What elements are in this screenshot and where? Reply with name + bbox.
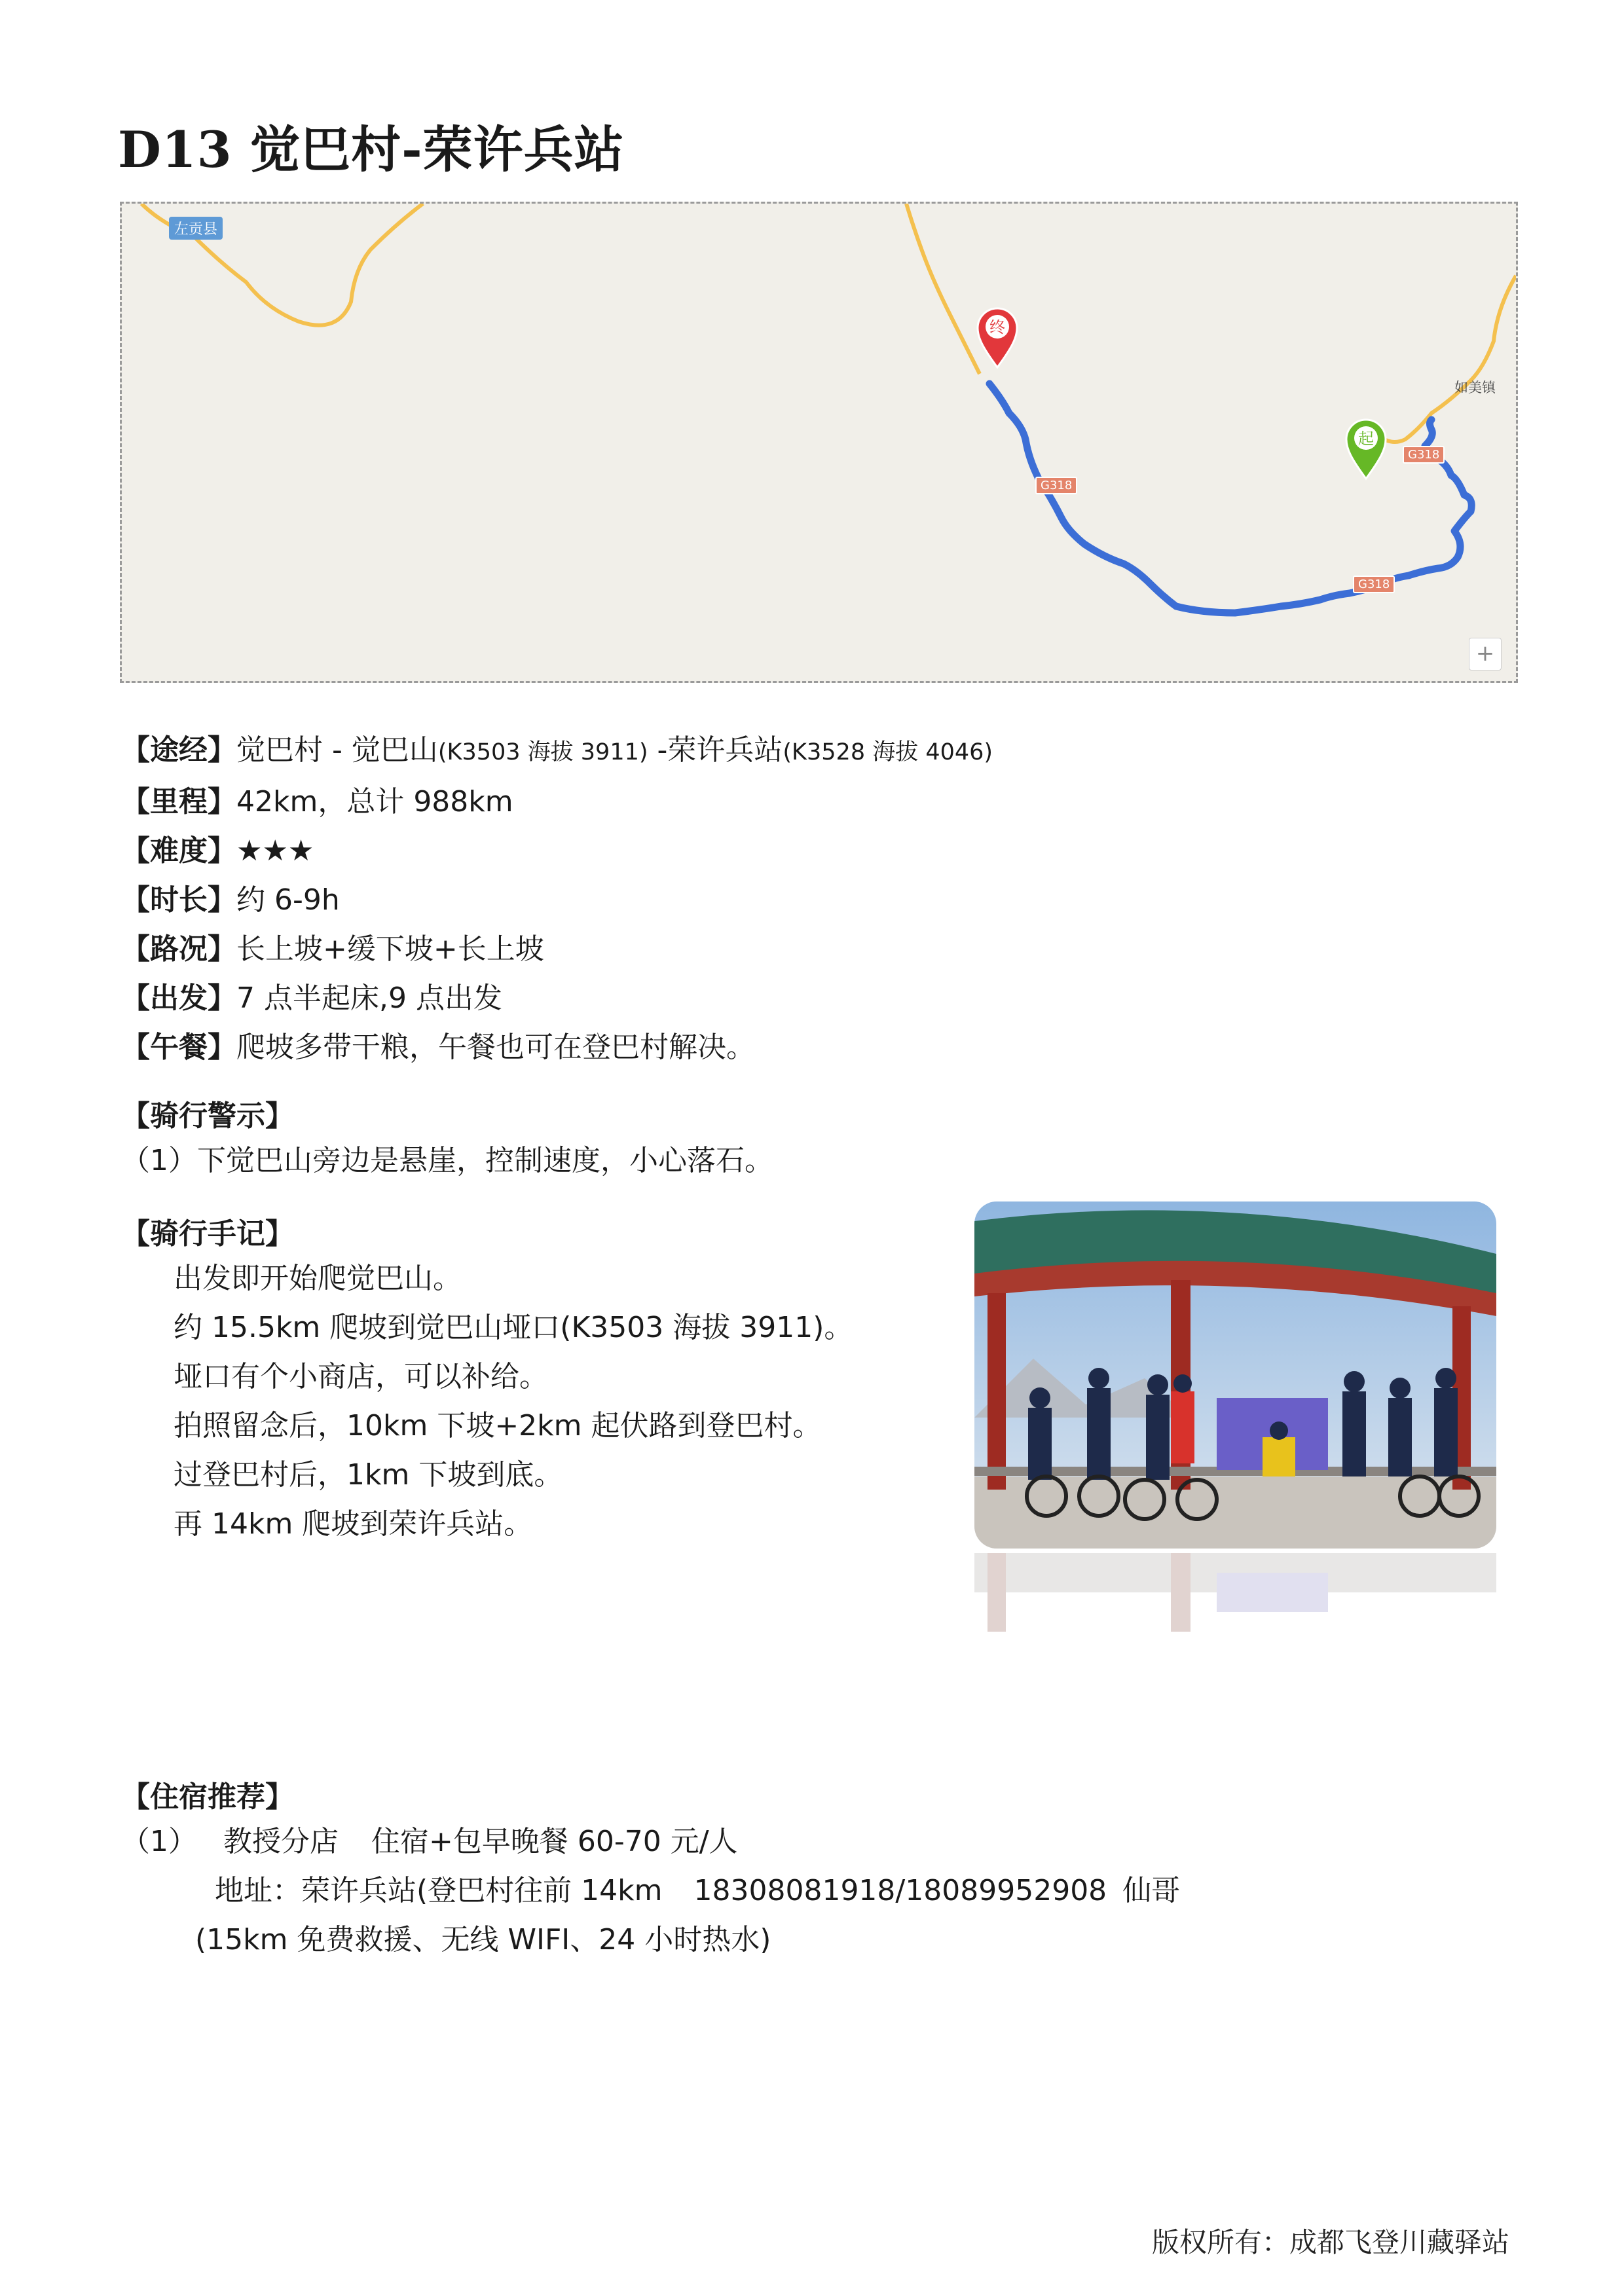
photo-reflection bbox=[974, 1553, 1496, 1651]
notes-line: 约 15.5km 爬坡到觉巴山垭口(K3503 海拔 3911)。 bbox=[174, 1311, 853, 1344]
map-label-town: 如美镇 bbox=[1454, 380, 1496, 395]
lodging-extras: (15km 免费救援、无线 WIFI、24 小时热水) bbox=[195, 1923, 771, 1956]
road-badge: G318 bbox=[1035, 477, 1077, 494]
map-label-county: 左贡县 bbox=[169, 217, 223, 240]
info-difficulty: 【难度】★★★ bbox=[121, 834, 314, 868]
notes-line: 垭口有个小商店，可以补给。 bbox=[174, 1360, 548, 1393]
group-photo bbox=[974, 1201, 1496, 1549]
road-right bbox=[1379, 276, 1516, 442]
info-lunch: 【午餐】爬坡多带干粮，午餐也可在登巴村解决。 bbox=[121, 1031, 755, 1064]
warning-item: （1）下觉巴山旁边是悬崖，控制速度，小心落石。 bbox=[121, 1144, 773, 1177]
lodging-index: （1） bbox=[121, 1825, 197, 1858]
info-depart: 【出发】7 点半起床,9 点出发 bbox=[121, 981, 502, 1015]
notes-line: 出发即开始爬觉巴山。 bbox=[174, 1262, 462, 1295]
lodging-phones[interactable]: 18308081918/18089952908 bbox=[693, 1874, 1107, 1907]
lodging-price: 住宿+包早晚餐 60-70 元/人 bbox=[371, 1825, 738, 1858]
notes-line: 过登巴村后，1km 下坡到底。 bbox=[174, 1458, 563, 1492]
notes-line: 再 14km 爬坡到荣许兵站。 bbox=[174, 1507, 533, 1541]
map-canvas bbox=[122, 204, 1516, 681]
lodging-name: 教授分店 bbox=[223, 1825, 339, 1858]
end-marker-label: 终 bbox=[989, 318, 1005, 337]
warning-heading: 【骑行警示】 bbox=[121, 1099, 294, 1133]
road-badge: G318 bbox=[1353, 576, 1395, 593]
lodging-address-row bbox=[215, 1866, 1180, 1915]
info-road-condition: 【路况】长上坡+缓下坡+长上坡 bbox=[121, 932, 544, 966]
notes-heading: 【骑行手记】 bbox=[121, 1217, 294, 1251]
notes-list bbox=[174, 1254, 853, 1549]
route-map[interactable] bbox=[120, 202, 1518, 683]
info-distance: 【里程】42km，总计 988km bbox=[121, 785, 513, 818]
copyright-footer: 版权所有：成都飞登川藏驿站 bbox=[1151, 2226, 1509, 2258]
lodging-row bbox=[121, 1817, 738, 1866]
route-line bbox=[989, 384, 1471, 613]
info-route: 【途经】觉巴村 - 觉巴山(K3503 海拔 3911) -荣许兵站(K3528 海拔 4046) bbox=[121, 733, 993, 767]
start-marker-label: 起 bbox=[1358, 430, 1374, 448]
road-badge: G318 bbox=[1403, 446, 1445, 464]
end-marker bbox=[978, 308, 1017, 367]
route-info bbox=[121, 725, 993, 1072]
lodging-contact: 仙哥 bbox=[1122, 1874, 1181, 1907]
info-duration: 【时长】约 6-9h bbox=[121, 883, 340, 917]
start-marker bbox=[1346, 420, 1386, 479]
zoom-in-button[interactable]: + bbox=[1469, 638, 1502, 670]
notes-line: 拍照留念后，10km 下坡+2km 起伏路到登巴村。 bbox=[174, 1409, 822, 1442]
lodging-heading: 【住宿推荐】 bbox=[121, 1780, 294, 1814]
page-title: D13 觉巴村-荣许兵站 bbox=[118, 120, 625, 179]
road-main bbox=[906, 204, 980, 374]
lodging-address: 地址：荣许兵站(登巴村往前 14km bbox=[215, 1874, 663, 1907]
